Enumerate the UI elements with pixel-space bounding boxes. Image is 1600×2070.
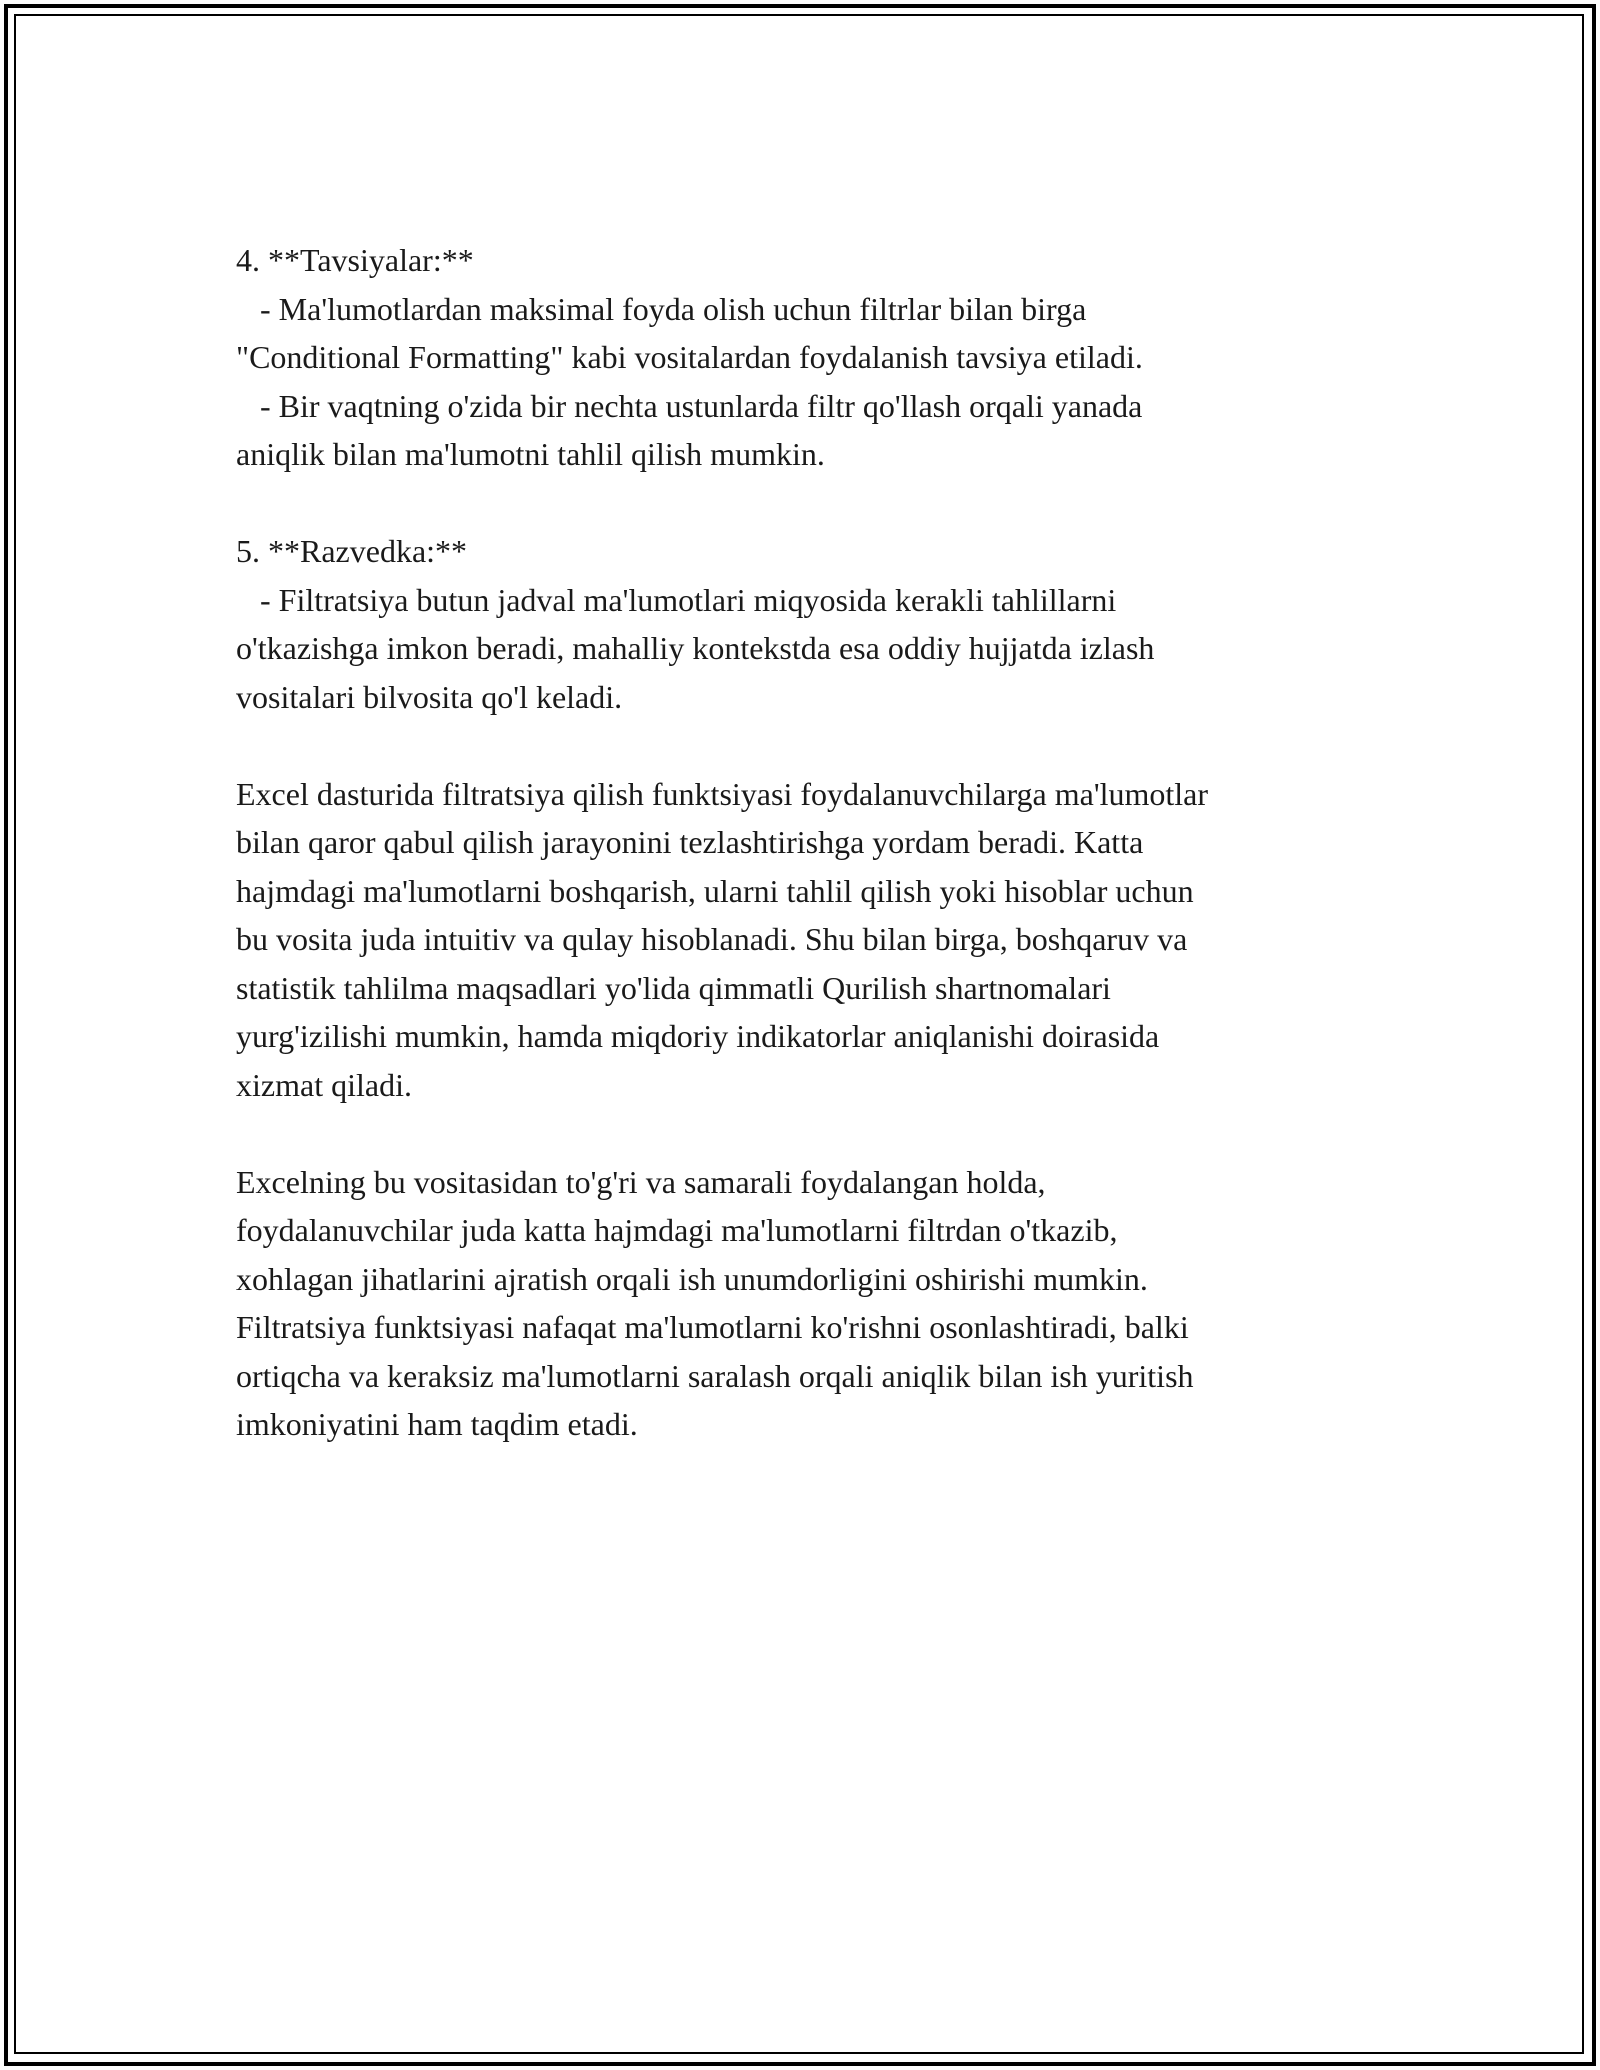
paragraph-line: foydalanuvchilar juda katta hajmdagi ma'lumotlarni filtrdan o'tkazib, [236, 1212, 1118, 1248]
section-4-heading: 4. **Tavsiyalar:** [236, 242, 474, 278]
paragraph-1 [236, 770, 1376, 1110]
paragraph-2 [236, 1158, 1376, 1449]
paragraph-line: ortiqcha va keraksiz ma'lumotlarni saralash orqali aniqlik bilan ish yuritish [236, 1357, 1194, 1394]
paragraph-line: bilan qaror qabul qilish jarayonini tezlashtirishga yordam beradi. Katta [236, 824, 1144, 860]
paragraph-line: xohlagan jihatlarini ajratish orqali ish unumdorligini oshirishi mumkin. [236, 1260, 1148, 1297]
section-4 [236, 236, 1376, 479]
section-4-line: - Bir vaqtning o'zida bir nechta ustunlarda filtr qo'llash orqali yanada [236, 387, 1143, 424]
section-4-line: "Conditional Formatting" kabi vositalardan foydalanish tavsiya etiladi. [236, 339, 1143, 375]
spacer [236, 1109, 1376, 1158]
paragraph-line: Excel dasturida filtratsiya qilish funktsiyasi foydalanuvchilarga ma'lumotlar [236, 775, 1209, 812]
spacer [236, 721, 1376, 770]
section-5 [236, 527, 1376, 721]
paragraph-line: Filtratsiya funktsiyasi nafaqat ma'lumotlarni ko'rishni osonlashtiradi, balki [236, 1309, 1189, 1345]
document-body [236, 236, 1376, 1449]
spacer [236, 479, 1376, 528]
paragraph-line: Excelning bu vositasidan to'g'ri va samarali foydalangan holda, [236, 1163, 1046, 1200]
section-4-line: aniqlik bilan ma'lumotni tahlil qilish mumkin. [236, 436, 825, 472]
paragraph-line: imkoniyatini ham taqdim etadi. [236, 1406, 638, 1442]
section-5-heading: 5. **Razvedka:** [236, 533, 468, 569]
section-5-line: - Filtratsiya butun jadval ma'lumotlari miqyosida kerakli tahlillarni [236, 581, 1117, 618]
paragraph-line: statistik tahlilma maqsadlari yo'lida qimmatli Qurilish shartnomalari [236, 969, 1111, 1006]
paragraph-line: bu vosita juda intuitiv va qulay hisoblanadi. Shu bilan birga, boshqaruv va [236, 921, 1188, 957]
section-5-line: vositalari bilvosita qo'l keladi. [236, 678, 623, 715]
paragraph-line: yurg'izilishi mumkin, hamda miqdoriy indikatorlar aniqlanishi doirasida [236, 1018, 1160, 1054]
section-5-line: o'tkazishga imkon beradi, mahalliy kontekstda esa oddiy hujjatda izlash [236, 630, 1155, 666]
section-4-line: - Ma'lumotlardan maksimal foyda olish uchun filtrlar bilan birga [236, 290, 1087, 327]
paragraph-line: xizmat qiladi. [236, 1066, 412, 1103]
paragraph-line: hajmdagi ma'lumotlarni boshqarish, ularni tahlil qilish yoki hisoblar uchun [236, 872, 1194, 909]
